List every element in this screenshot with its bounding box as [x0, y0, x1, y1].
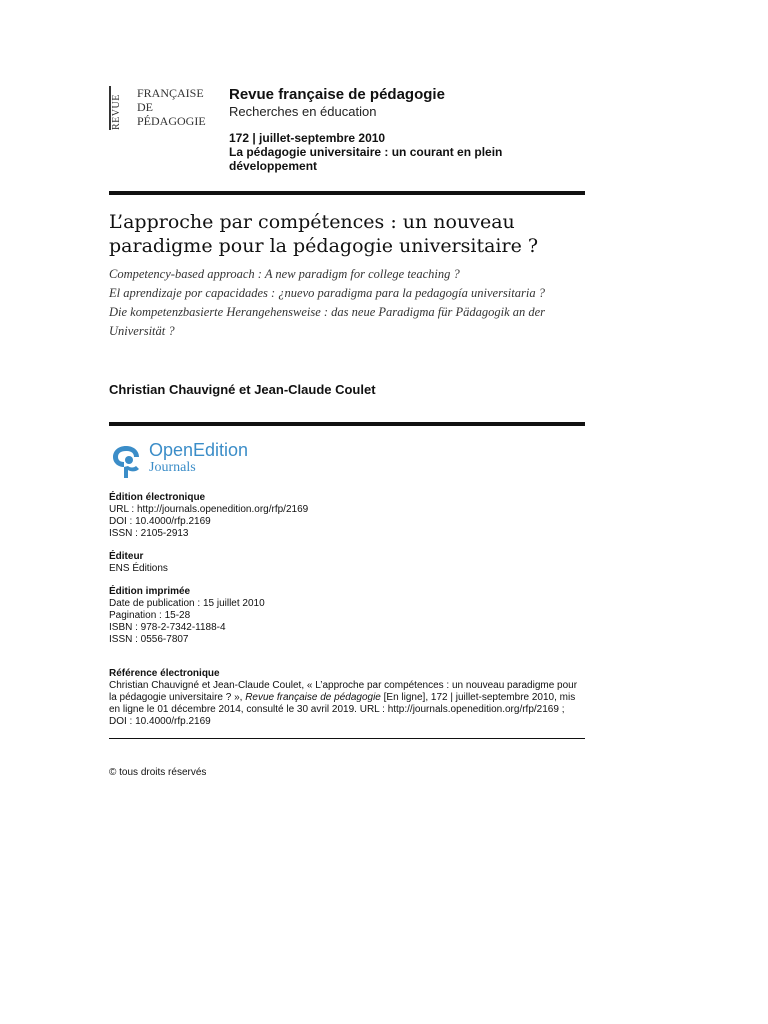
top-divider [109, 191, 585, 195]
editeur [109, 551, 589, 575]
editeur-heading: Éditeur [109, 551, 144, 562]
rights-notice: © tous droits réservés [109, 767, 207, 778]
reference-electronique [109, 668, 589, 728]
journal-subtitle: Recherches en éducation [229, 104, 377, 119]
authors: Christian Chauvigné et Jean-Claude Coulet [109, 382, 376, 397]
alt-title-es: El aprendizaje por capacidades : ¿nuevo paradigma para la pedagogía universitaria ? [109, 286, 545, 300]
openedition-flower-icon [109, 442, 143, 480]
middle-divider [109, 422, 585, 426]
issue-theme: La pédagogie universitaire : un courant en plein développement [229, 145, 503, 173]
logo-lines [137, 86, 206, 128]
alt-title-de: Die kompetenzbasierte Herangehensweise : das neue Paradigma für Pädagogik an der Universität ? [109, 305, 546, 338]
editeur-name: ENS Éditions [109, 563, 168, 574]
bottom-divider [109, 738, 585, 739]
article-title: L’approche par compétences : un nouveau paradigme pour la pédagogie universitaire ? [109, 211, 539, 257]
openedition-logo[interactable] [109, 440, 269, 480]
edition-doi: DOI : 10.4000/rfp.2169 [109, 516, 211, 527]
edition-imprimee-heading: Édition imprimée [109, 586, 191, 597]
logo-line: DE [137, 100, 153, 114]
edition-pagination: Pagination : 15-28 [109, 610, 191, 621]
reference-part1: Christian Chauvigné et Jean-Claude Coulet, « L’approche par compétences : un nouveau paradigme pour la pédagogie universitaire ? », [109, 680, 578, 703]
openedition-name: OpenEdition [149, 440, 249, 460]
logo-line: FRANÇAISE [137, 86, 204, 100]
reference-journal: Revue française de pédagogie [245, 692, 381, 703]
logo-line: PÉDAGOGIE [137, 114, 206, 128]
openedition-sub: Journals [149, 460, 196, 475]
edition-electronique [109, 492, 589, 540]
journal-title: Revue française de pédagogie [229, 86, 445, 103]
alt-titles [109, 265, 589, 341]
edition-issn-print: ISSN : 0556-7807 [109, 634, 189, 645]
issue-block [229, 131, 589, 173]
reference-part2: [En ligne], 172 | juillet-septembre 2010, mis en ligne le 01 décembre 2014, consulté le 30 avril 2019. URL : http://journals.openedition.org/rfp/2169 ; DOI : 10.4000/rfp.2169 [109, 692, 576, 727]
issue-number: 172 | juillet-septembre 2010 [229, 131, 386, 145]
edition-electronique-heading: Édition électronique [109, 492, 206, 503]
edition-issn: ISSN : 2105-2913 [109, 528, 189, 539]
journal-logo [109, 86, 209, 130]
reference-body [109, 680, 579, 728]
edition-date: Date de publication : 15 juillet 2010 [109, 598, 265, 609]
edition-url[interactable]: URL : http://journals.openedition.org/rfp/2169 [109, 504, 309, 515]
edition-isbn: ISBN : 978-2-7342-1188-4 [109, 622, 226, 633]
edition-imprimee [109, 586, 589, 646]
reference-heading: Référence électronique [109, 668, 220, 679]
alt-title-en: Competency-based approach : A new paradigm for college teaching ? [109, 267, 460, 281]
logo-vertical-text: REVUE [111, 94, 122, 130]
